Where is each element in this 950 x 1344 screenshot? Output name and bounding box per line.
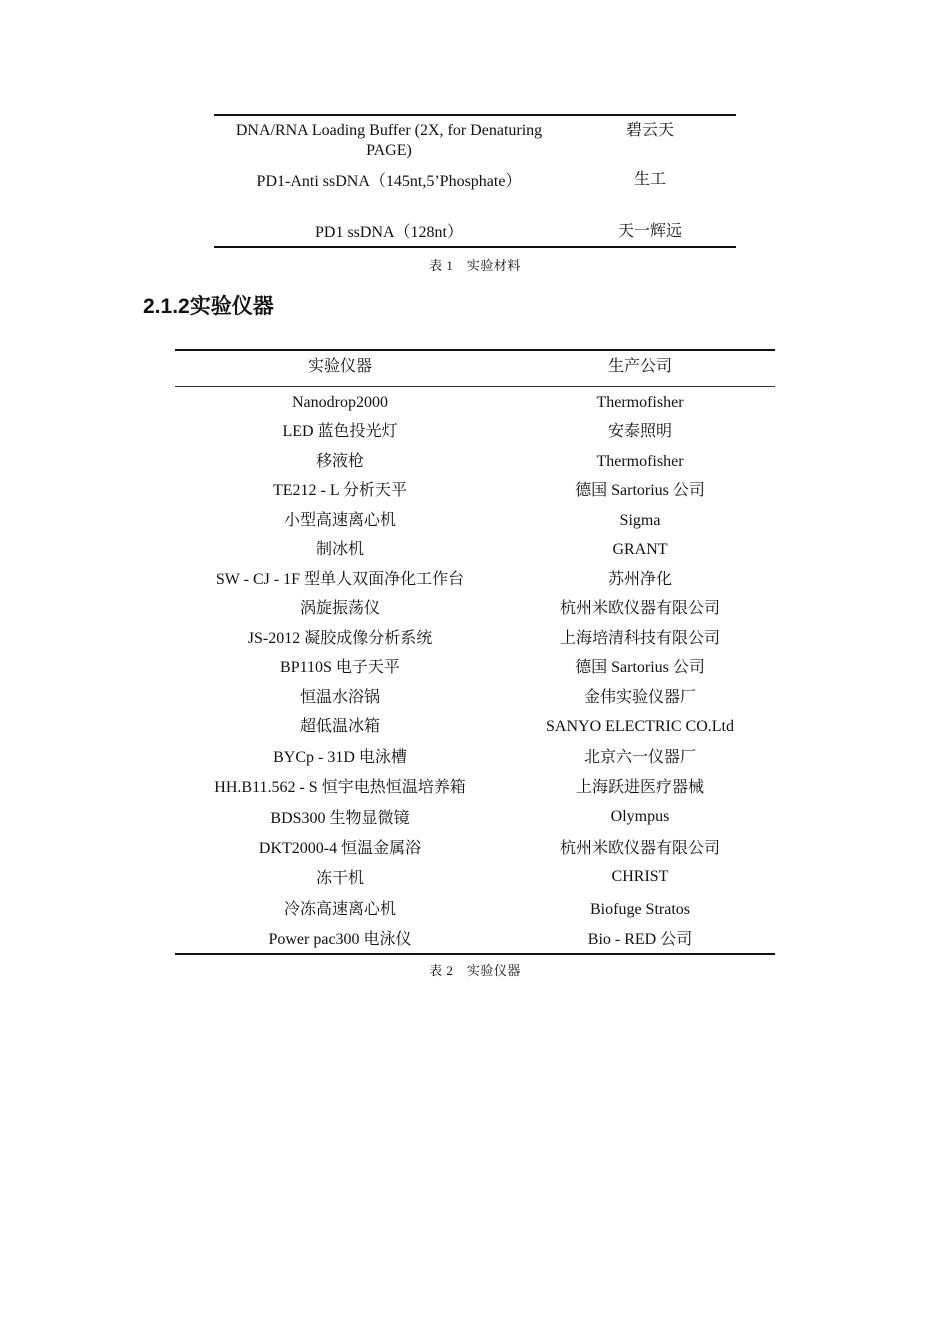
company-cell: 苏州净化: [607, 571, 672, 588]
company-cell: Olympus: [610, 808, 670, 825]
instrument-cell: Power pac300 电泳仪: [268, 931, 412, 948]
instrument-cell: 冷冻高速离心机: [283, 901, 396, 918]
instrument-cell: BDS300 生物显微镜: [270, 810, 410, 827]
company-cell: 安泰照明: [607, 423, 672, 440]
supplier-cell: 生工: [633, 171, 666, 188]
table-header-row: [175, 356, 775, 378]
instrument-cell: 小型高速离心机: [283, 512, 396, 529]
header-company: 生产公司: [607, 358, 672, 375]
table-row: [175, 628, 775, 650]
instrument-cell: TE212 - L 分析天平: [272, 482, 408, 499]
company-cell: 德国 Sartorius 公司: [575, 659, 705, 676]
company-cell: GRANT: [612, 541, 668, 558]
table-row: [175, 539, 775, 561]
instrument-cell: SW - CJ - 1F 型单人双面净化工作台: [215, 571, 465, 588]
table-row: [175, 687, 775, 709]
table-row: [175, 838, 775, 860]
table-row: [175, 480, 775, 502]
company-cell: SANYO ELECTRIC CO.Ltd: [546, 718, 734, 735]
company-cell: 杭州米欧仪器有限公司: [559, 600, 720, 617]
instrument-cell: DKT2000-4 恒温金属浴: [258, 840, 422, 857]
instrument-cell: 涡旋振荡仪: [299, 600, 380, 617]
table-row: [175, 569, 775, 591]
company-cell: Sigma: [619, 512, 661, 529]
table-row: [175, 657, 775, 679]
instrument-cell: 超低温冰箱: [299, 718, 380, 735]
material-cell: PD1 ssDNA（128nt）: [314, 224, 464, 241]
instrument-cell: JS-2012 凝胶成像分析系统: [247, 630, 433, 647]
table-row: [175, 899, 775, 921]
header-instrument: 实验仪器: [307, 358, 372, 375]
instrument-cell: Nanodrop2000: [292, 394, 388, 411]
table-row: [175, 451, 775, 473]
company-cell: Thermofisher: [596, 394, 684, 411]
instrument-cell: HH.B11.562 - S 恒宇电热恒温培养箱: [214, 779, 466, 796]
instruments-table: [175, 349, 775, 955]
instrument-cell: BYCp - 31D 电泳槽: [273, 749, 407, 766]
table-row: [175, 929, 775, 951]
section-heading: 2.1.2实验仪器: [143, 295, 274, 318]
table1-caption: 表 1 实验材料: [429, 258, 521, 273]
table-row: [175, 421, 775, 443]
company-cell: 杭州米欧仪器有限公司: [559, 840, 720, 857]
company-cell: 金伟实验仪器厂: [583, 689, 696, 706]
instrument-cell: 恒温水浴锅: [299, 689, 380, 706]
instrument-cell: 制冰机: [315, 541, 364, 558]
material-name-line2: PAGE): [366, 142, 412, 159]
material-cell: [214, 121, 564, 161]
table-row: [175, 598, 775, 620]
company-cell: CHRIST: [611, 868, 669, 885]
header-divider: [175, 386, 775, 387]
table-row: [175, 716, 775, 738]
table2-caption: 表 2 实验仪器: [429, 963, 521, 978]
table-row: [175, 747, 775, 769]
company-cell: Thermofisher: [596, 453, 684, 470]
company-cell: 上海培清科技有限公司: [559, 630, 720, 647]
company-cell: 上海跃进医疗器械: [575, 779, 704, 796]
company-cell: 德国 Sartorius 公司: [575, 482, 705, 499]
material-cell: PD1-Anti ssDNA（145nt,5’Phosphate）: [256, 173, 522, 190]
instrument-cell: LED 蓝色投光灯: [282, 423, 398, 440]
instrument-cell: 移液枪: [315, 453, 364, 470]
instrument-cell: BP110S 电子天平: [280, 659, 400, 676]
instrument-cell: 冻干机: [315, 870, 364, 887]
table-row: [175, 510, 775, 532]
company-cell: 北京六一仪器厂: [583, 749, 696, 766]
material-name-line1: DNA/RNA Loading Buffer (2X, for Denaturing: [235, 122, 543, 139]
table-row: [175, 868, 775, 890]
materials-table: [214, 114, 736, 248]
table-row: [175, 808, 775, 830]
table-row: [175, 392, 775, 414]
company-cell: Bio - RED 公司: [587, 931, 693, 948]
supplier-cell: 天一辉远: [617, 223, 682, 240]
supplier-cell: 碧云天: [625, 122, 674, 139]
table-row: [175, 777, 775, 799]
company-cell: Biofuge Stratos: [590, 901, 690, 918]
